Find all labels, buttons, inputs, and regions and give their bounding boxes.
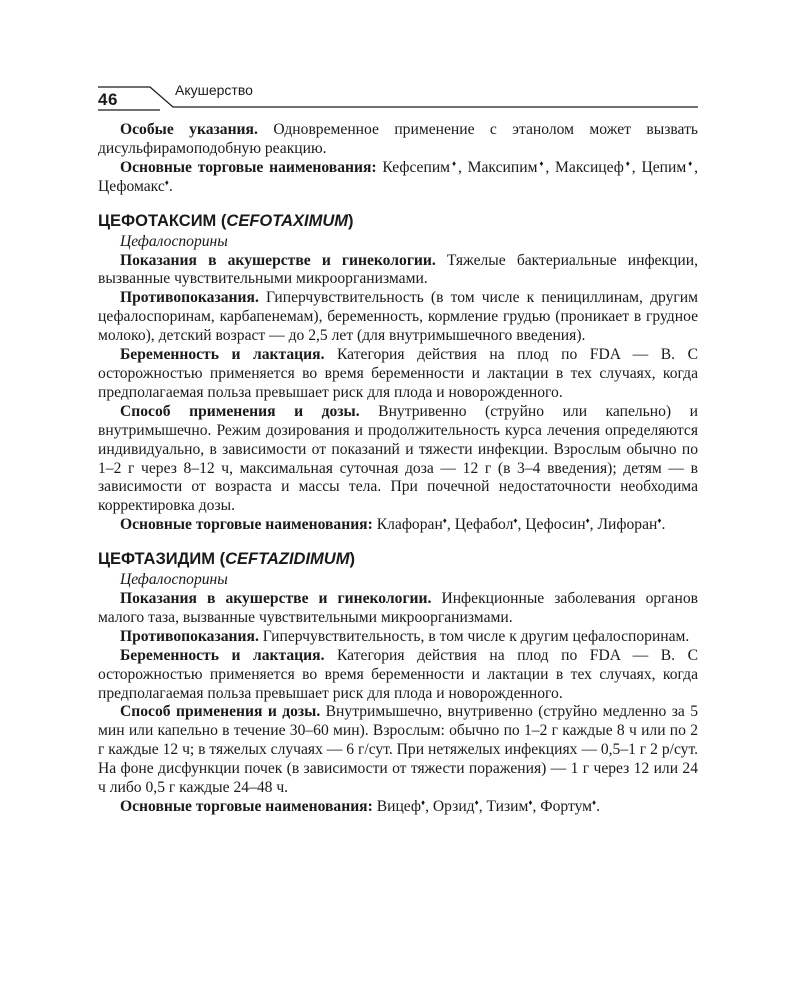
dosage-label: Способ применения и дозы. bbox=[120, 703, 321, 721]
indications-paragraph bbox=[98, 252, 698, 290]
diamond-mark-icon: ♦ bbox=[421, 798, 426, 807]
drug-class: Цефалоспорины bbox=[120, 571, 228, 589]
page-header bbox=[0, 0, 800, 120]
trade-name: Кефсепим bbox=[382, 158, 451, 176]
trade-name: Максипим bbox=[467, 158, 538, 176]
drug-title-ru: ЦЕФОТАКСИМ bbox=[98, 211, 217, 230]
trade-name: Лифоран bbox=[597, 516, 658, 534]
contraindications-label: Противопоказания. bbox=[120, 289, 259, 307]
trade-names-paragraph: Основные торговые наименования: Клафоран♦, Цефабол♦, Цефосин♦, Лифоран♦. bbox=[120, 516, 666, 534]
drug-title-ru: ЦЕФТАЗИДИМ bbox=[98, 550, 216, 569]
trade-name: Цепим bbox=[641, 158, 687, 176]
diamond-mark-icon: ♦ bbox=[623, 158, 632, 168]
trade-names-paragraph: Основные торговые наименования: Вицеф♦, Орзид♦, Тизим♦, Фортум♦. bbox=[120, 798, 601, 815]
contraindications-label: Противопоказания. bbox=[120, 627, 259, 645]
drug-title-latin: CEFOTAXIMUM bbox=[226, 211, 349, 230]
page-number: 46 bbox=[98, 90, 118, 109]
trade-name: Вицеф bbox=[376, 798, 422, 815]
title-bracket: ) bbox=[348, 211, 354, 230]
diamond-mark-icon: ♦ bbox=[592, 798, 597, 807]
indications-text: Инфекционные заболевания органов малого таза, вызванные чувствительными микроорганизмами. bbox=[98, 590, 698, 626]
diamond-mark-icon: ♦ bbox=[450, 158, 458, 168]
contraindications-text: Гиперчувствительность, в том числе к другим цефалоспоринам. bbox=[258, 627, 690, 645]
indications-text: Тяжелые бактериальные инфекции, вызванные чувствительными микроорганизмами. bbox=[98, 251, 698, 288]
page-body bbox=[98, 121, 698, 817]
title-bracket: ( bbox=[215, 550, 226, 569]
header-rule bbox=[0, 0, 800, 120]
trade-names-label: Основные торговые наименования: bbox=[120, 158, 377, 176]
diamond-mark-icon: ♦ bbox=[442, 516, 447, 526]
drug-title-latin: CEFTAZIDIMUM bbox=[225, 550, 350, 569]
trade-name: Цефабол bbox=[454, 516, 514, 534]
pregnancy-label: Беременность и лактация. bbox=[120, 646, 325, 664]
indications-label: Показания в акушерстве и гинекологии. bbox=[120, 251, 436, 269]
pregnancy-paragraph bbox=[98, 647, 698, 704]
pregnancy-text: Категория действия на плод по FDA — B. С осторожностью применяется во время беременности и лактации в тех случаях, когда предполагаемая польза превышает риск для плода и новорожденного. bbox=[98, 346, 698, 401]
running-head: Акушерство bbox=[175, 82, 253, 98]
diamond-mark-icon: ♦ bbox=[585, 516, 590, 526]
drug-heading-ceftazidime bbox=[98, 549, 698, 569]
trade-name: Клафоран bbox=[376, 516, 443, 534]
indications-paragraph bbox=[98, 590, 698, 628]
pregnancy-label: Беременность и лактация. bbox=[120, 346, 325, 364]
diamond-mark-icon: ♦ bbox=[513, 516, 518, 526]
special-notes-text: Одновременное применение с этанолом может вызвать дисульфирамоподобную реакцию. bbox=[98, 121, 699, 157]
trade-name: Цефосин bbox=[525, 516, 586, 534]
pregnancy-text: Категория действия на плод по FDA — B. С осторожностью применяется во время беременности и лактации в тех случаях, когда предполагаемая польза превышает риск для плода и новорожденного. bbox=[98, 646, 698, 702]
trade-names-label: Основные торговые наименования: bbox=[120, 516, 373, 534]
trade-names-paragraph: Основные торговые наименования: Кефсепим♦, Максипим♦, Максицеф♦, Цепим♦, Цефомакс♦. bbox=[98, 158, 698, 195]
trade-name: Фортум bbox=[540, 798, 593, 815]
drug-heading-cefotaxime bbox=[98, 211, 698, 231]
contraindications-paragraph bbox=[98, 289, 698, 346]
special-notes-paragraph bbox=[98, 121, 698, 159]
diamond-mark-icon: ♦ bbox=[528, 798, 533, 807]
diamond-mark-icon: ♦ bbox=[537, 158, 546, 168]
dosage-label: Способ применения и дозы. bbox=[120, 402, 360, 420]
trade-names-label: Основные торговые наименования: bbox=[120, 798, 373, 815]
dosage-text: Внутривенно (струйно или капельно) и внутримышечно. Режим дозирования и продолжительность курса лечения определяются индивидуально, в зависимости от показаний и тяжести инфекции. Взрослым обычно по 1–2 г через 8–12 ч, максимальная суточная доза — 12 г (в 3–4 введения); детям — в зависимости от возраста и массы тела. При почечной недостаточности необходима корректировка дозы. bbox=[98, 402, 698, 515]
trade-name: Орзид bbox=[432, 798, 475, 815]
pregnancy-paragraph bbox=[98, 346, 698, 403]
trade-name: Тизим bbox=[486, 798, 529, 815]
trade-name: Максицеф bbox=[555, 158, 624, 176]
diamond-mark-icon: ♦ bbox=[657, 516, 662, 526]
special-notes-label: Особые указания. bbox=[120, 121, 258, 138]
dosage-paragraph bbox=[98, 703, 698, 798]
title-bracket: ) bbox=[349, 550, 355, 569]
dosage-paragraph bbox=[98, 403, 698, 516]
indications-label: Показания в акушерстве и гинекологии. bbox=[120, 590, 432, 608]
diamond-mark-icon: ♦ bbox=[164, 177, 169, 187]
contraindications-paragraph bbox=[98, 628, 698, 647]
diamond-mark-icon: ♦ bbox=[474, 798, 479, 807]
contraindications-text: Гиперчувствительность (в том числе к пенициллинам, другим цефалоспоринам, карбапенемам), беременность, кормление грудью (проникает в грудное молоко), детский возраст — до 2,5 лет (для внутримышечного введения). bbox=[98, 289, 698, 345]
drug-class: Цефалоспорины bbox=[120, 232, 228, 250]
trade-name: Цефомакс bbox=[98, 177, 165, 195]
diamond-mark-icon: ♦ bbox=[686, 158, 695, 168]
title-bracket: ( bbox=[216, 211, 227, 230]
dosage-text: Внутримышечно, внутривенно (струйно медленно за 5 мин или капельно в течение 30–60 мин). Взрослым: обычно по 1–2 г каждые 8 ч или по 2 г каждые 12 ч; в тяжелых случаях — 6 г/сут. При нетяжелых инфекциях — 0,5–1 г 2 р/сут. На фоне дисфункции почек (в зависимости от тяжести поражения) — 1 г через 12 или 24 ч либо 0,5 г каждые 24–48 ч. bbox=[98, 703, 698, 797]
